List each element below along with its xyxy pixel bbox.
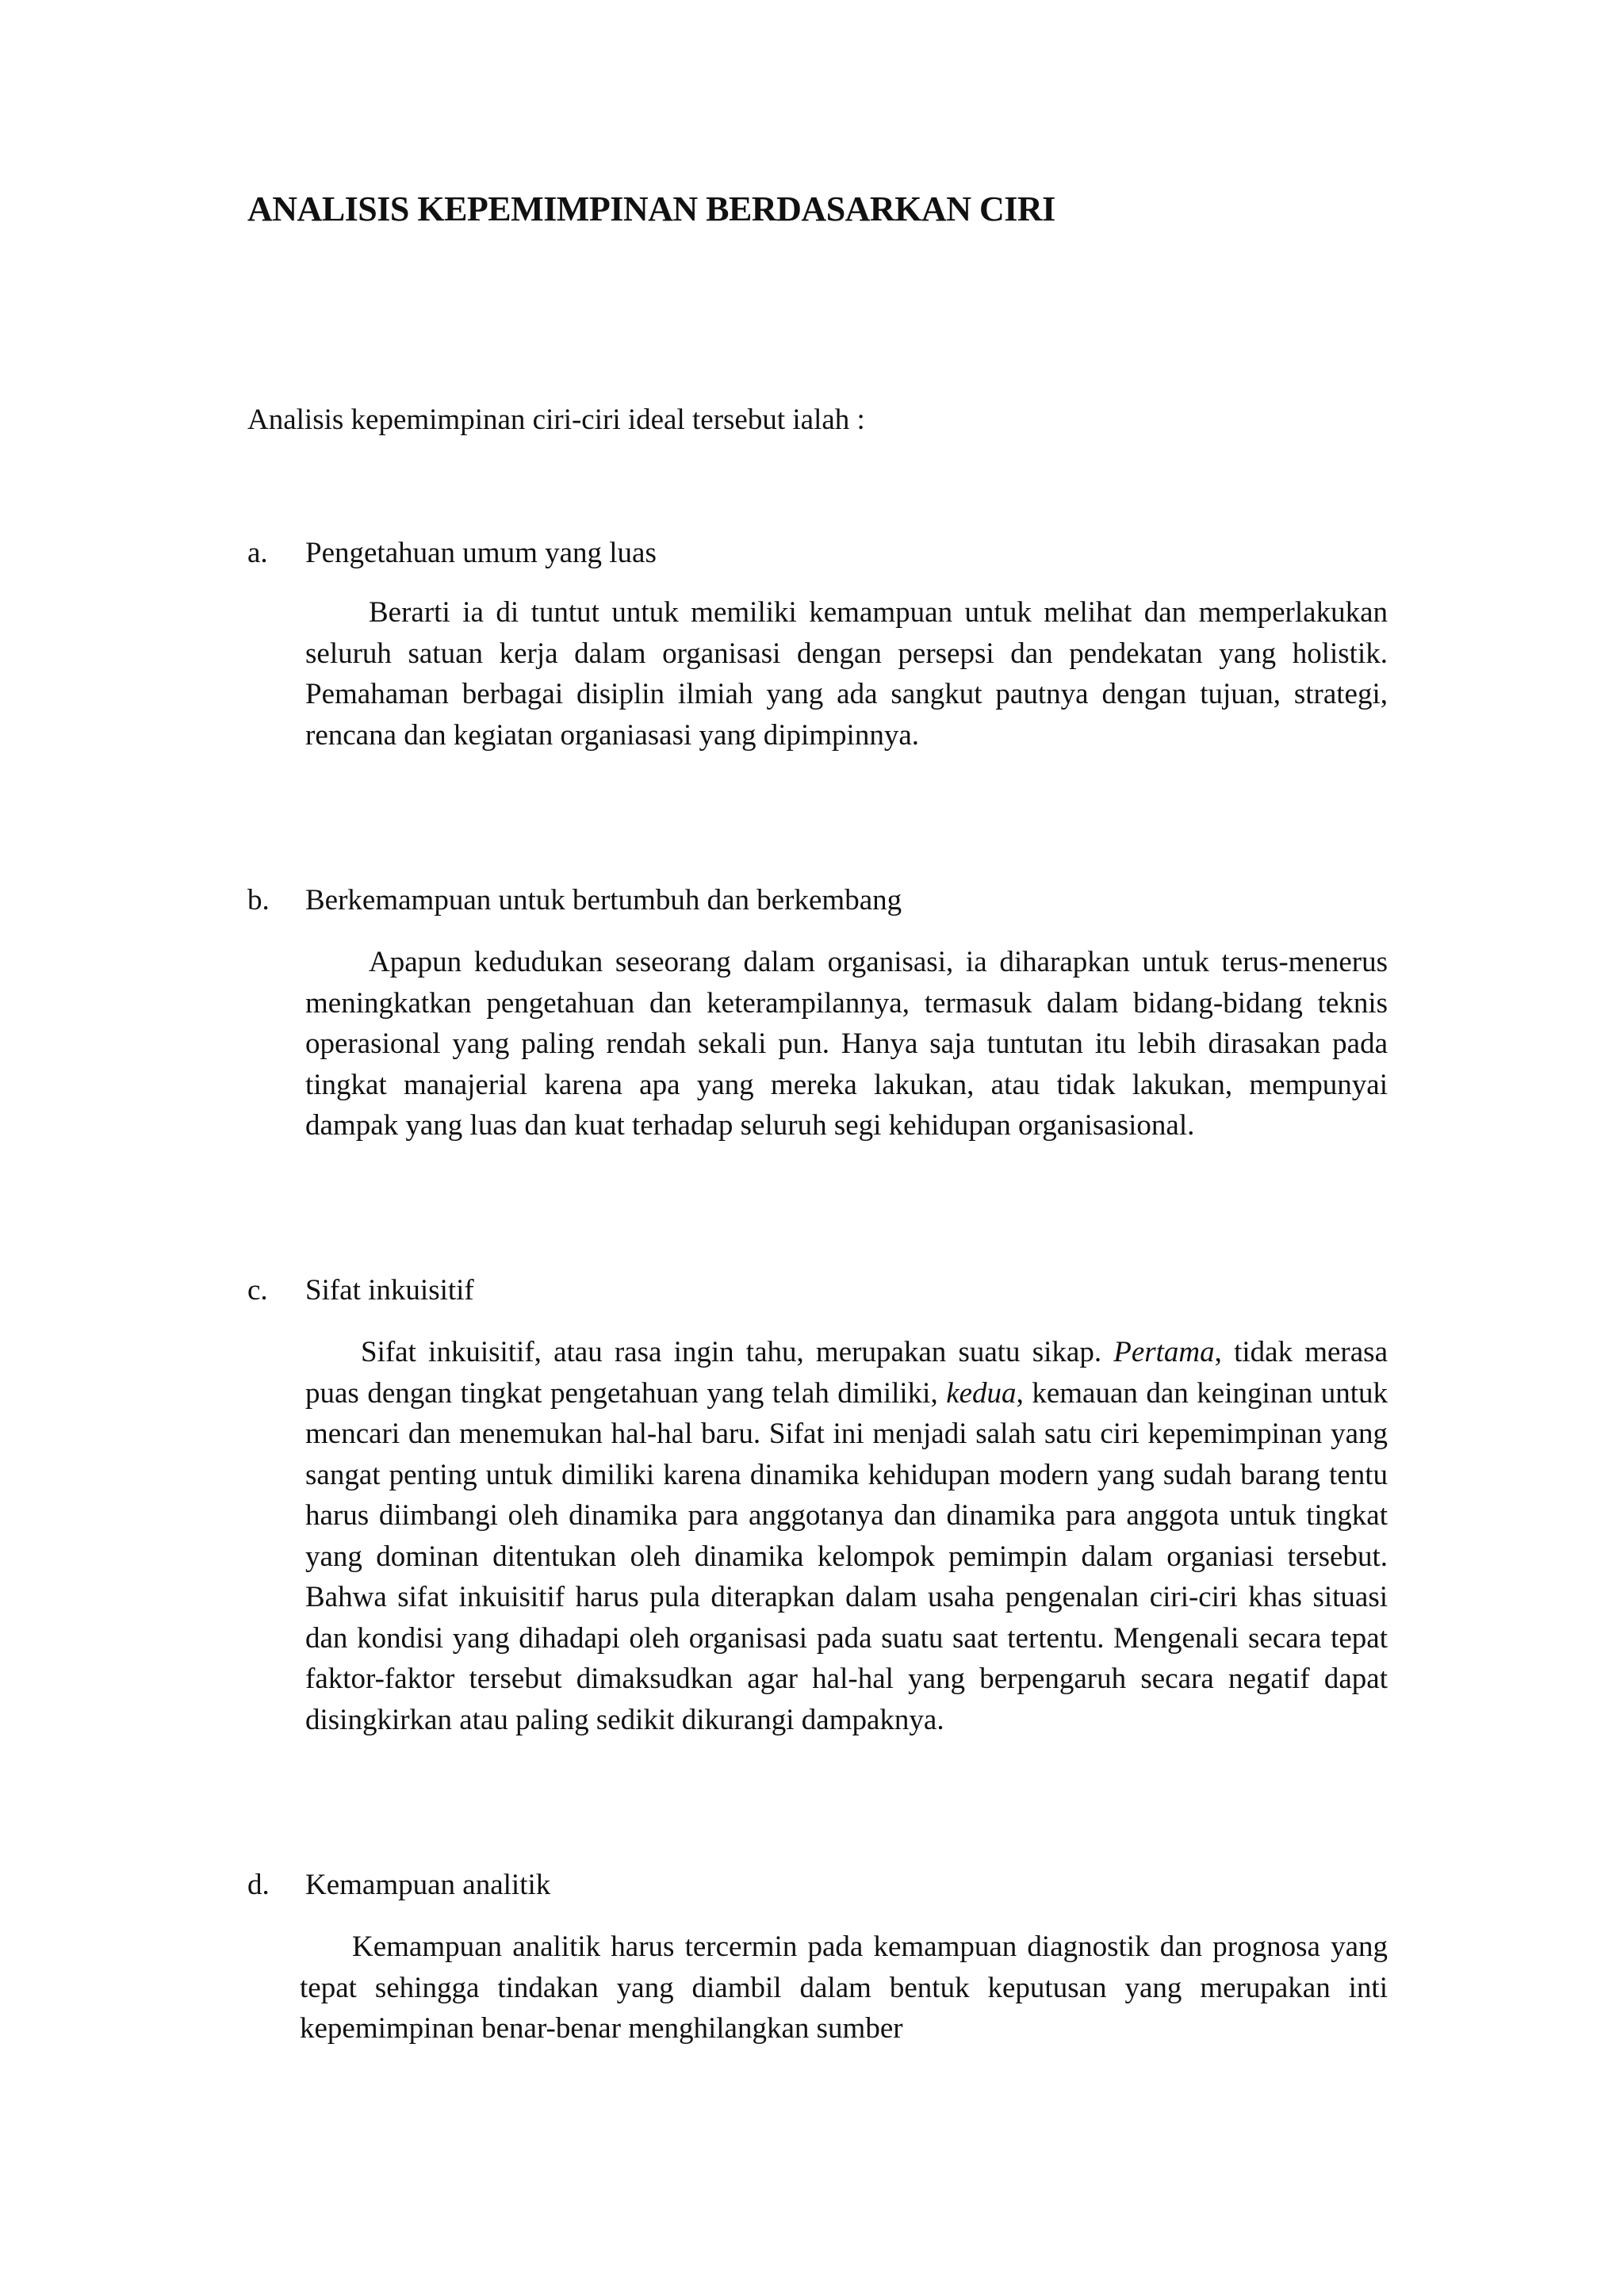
item-c-body-italic-pertama: Pertama	[1113, 1336, 1215, 1368]
item-a-letter: a.	[247, 537, 268, 569]
item-c-body-italic-kedua: kedua	[946, 1376, 1017, 1410]
item-b-body: Apapun kedudukan seseorang dalam organisasi, ia diharapkan untuk terus-menerus meningkatkan pengetahuan dan keterampilannya, termasuk dalam bidang-bidang teknis operasional yang paling rendah sekali pun. Hanya saja tuntutan itu lebih dirasakan pada tingkat manajerial karena apa yang mereka lakukan, atau tidak lakukan, mempunyai dampak yang luas dan kuat terhadap seluruh segi kehidupan organisasional.	[305, 946, 1388, 1142]
item-c-letter: c.	[247, 1274, 268, 1307]
item-c-body-part2: , tidak merasa puas dengan tingkat pengetahuan yang telah dimiliki,	[305, 1336, 1388, 1410]
item-d-letter: d.	[247, 1869, 270, 1901]
item-c-heading	[247, 1273, 474, 1307]
item-c-body-part1: Sifat inkuisitif, atau rasa ingin tahu, merupakan suatu sikap.	[361, 1336, 1114, 1368]
item-d-heading	[247, 1868, 550, 1902]
item-b-title: Berkemampuan untuk bertumbuh dan berkembang	[305, 884, 902, 916]
item-c-body-part3: , kemauan dan keinginan untuk mencari dan menemukan hal-hal baru. Sifat ini menjadi salah satu ciri kepemimpinan yang sangat penting untuk dimiliki karena dinamika kehidupan modern yang sudah barang tentu harus diimbangi oleh dinamika para anggotanya dan dinamika para anggota untuk tingkat yang dominan ditentukan oleh dinamika kelompok pemimpin dalam organiasi tersebut. Bahwa sifat inkuisitif harus pula diterapkan dalam usaha pengenalan ciri-ciri khas situasi dan kondisi yang dihadapi oleh organisasi pada suatu saat tertentu. Mengenali secara tepat faktor-faktor tersebut dimaksudkan agar hal-hal yang berpengaruh secara negatif dapat disingkirkan atau paling sedikit dikurangi dampaknya.	[305, 1376, 1388, 1736]
item-a-heading	[247, 536, 657, 570]
item-c-body	[305, 1332, 1388, 1740]
document-title: ANALISIS KEPEMIMPINAN BERDASARKAN CIRI	[247, 189, 1055, 228]
intro-paragraph: Analisis kepemimpinan ciri-ciri ideal tersebut ialah :	[247, 404, 865, 436]
item-a-title: Pengetahuan umum yang luas	[305, 537, 657, 569]
item-b-heading	[247, 883, 902, 917]
item-d-title: Kemampuan analitik	[305, 1869, 551, 1901]
item-b-letter: b.	[247, 884, 270, 916]
item-a-body: Berarti ia di tuntut untuk memiliki kemampuan untuk melihat dan memperlakukan seluruh satuan kerja dalam organisasi dengan persepsi dan pendekatan yang holistik. Pemahaman berbagai disiplin ilmiah yang ada sangkut pautnya dengan tujuan, strategi, rencana dan kegiatan organiasasi yang dipimpinnya.	[305, 596, 1388, 752]
item-c-title: Sifat inkuisitif	[305, 1274, 474, 1307]
item-d-body: Kemampuan analitik harus tercermin pada kemampuan diagnostik dan prognosa yang tepat sehingga tindakan yang diambil dalam bentuk keputusan yang merupakan inti kepemimpinan benar-benar menghilangkan sumber	[300, 1931, 1388, 2045]
